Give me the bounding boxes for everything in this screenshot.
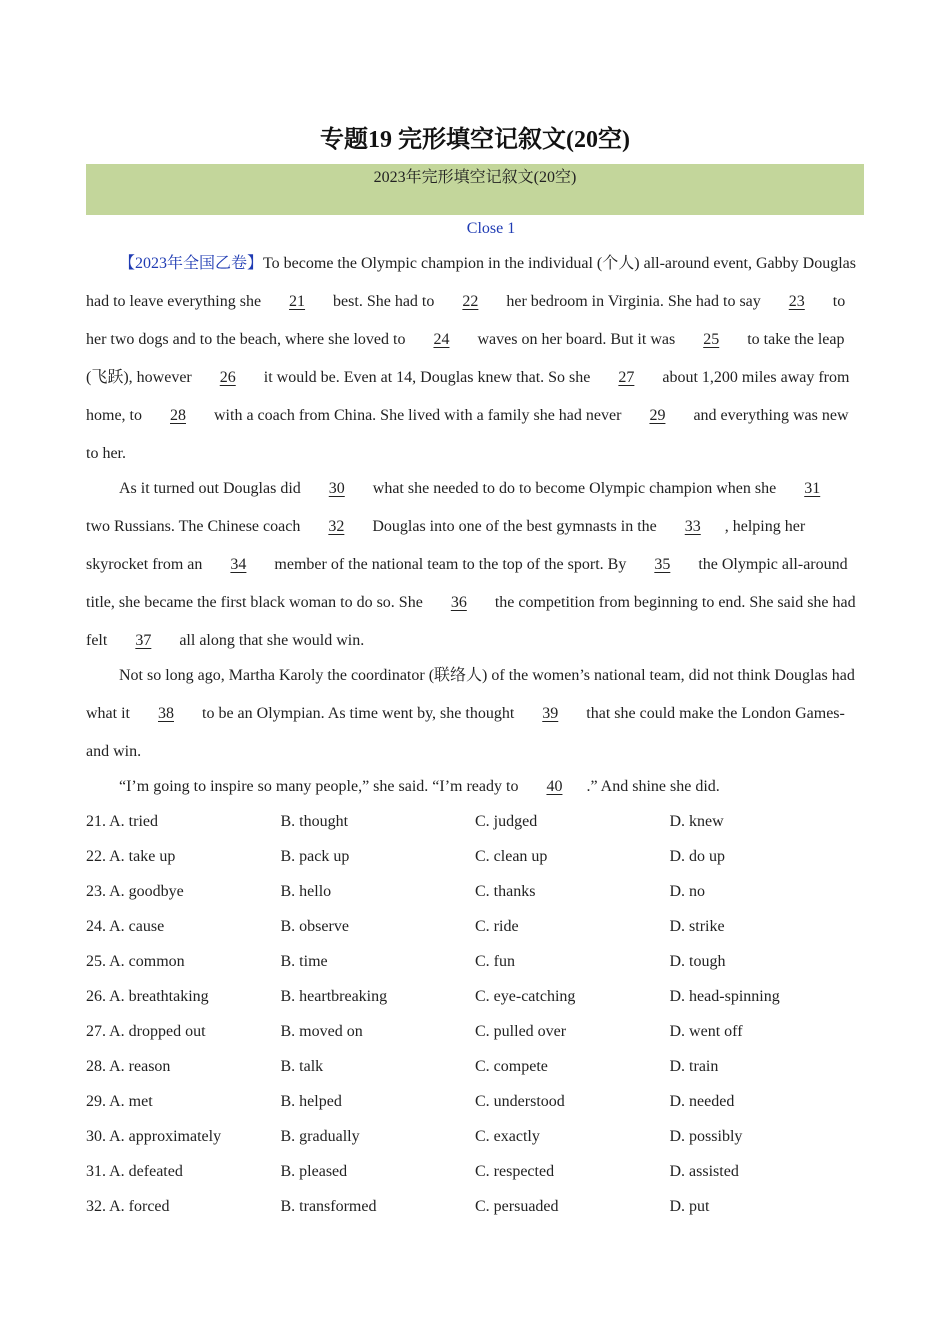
option-choice-d: D. assisted <box>669 1163 739 1180</box>
blank-35: 35 <box>654 556 671 573</box>
option-row <box>86 1162 864 1197</box>
passage-text: about 1,200 miles away from home, to <box>86 369 850 424</box>
blank-31: 31 <box>804 480 821 497</box>
option-choice-a: 26. A. breathtaking <box>86 988 209 1005</box>
option-choice-b: B. heartbreaking <box>280 988 388 1005</box>
blank-37: 37 <box>135 632 152 649</box>
passage-paragraph-4 <box>86 768 864 806</box>
option-row <box>86 1197 864 1232</box>
option-choice-d: D. put <box>669 1198 710 1215</box>
passage-paragraph-3 <box>86 657 864 771</box>
blank-38: 38 <box>158 705 174 722</box>
option-choice-d: D. no <box>669 883 706 900</box>
option-choice-a: 23. A. goodbye <box>86 883 184 900</box>
option-row <box>86 917 864 952</box>
passage-text: waves on her board. But it was <box>473 331 680 348</box>
passage-text: , helping her skyrocket from an <box>86 518 806 573</box>
option-row <box>86 1127 864 1162</box>
option-choice-d: D. possibly <box>669 1128 743 1145</box>
passage-text: and everything was new to her. <box>86 407 849 462</box>
passage-text: Not so long ago, Martha Karoly the coordinator (联络人) of the women’s national team, did not think Douglas had what it <box>86 667 855 722</box>
option-choice-d: D. train <box>669 1058 719 1075</box>
option-row <box>86 882 864 917</box>
option-choice-a: 29. A. met <box>86 1093 153 1110</box>
passage-text: what she needed to do to become Olympic champion when she <box>368 480 781 497</box>
option-row <box>86 987 864 1022</box>
passage-text: to her two dogs and to the beach, where she loved to <box>86 293 846 348</box>
passage-text: To become the Olympic champion in the individual (个人) all-around event, Gabby Douglas had to leave everything she <box>86 255 856 310</box>
option-choice-b: B. transformed <box>280 1198 377 1215</box>
option-choice-b: B. gradually <box>280 1128 360 1145</box>
blank-33: 33 <box>684 518 701 535</box>
option-choice-c: C. persuaded <box>475 1198 559 1215</box>
option-choice-c: C. understood <box>475 1093 565 1110</box>
option-choice-a: 32. A. forced <box>86 1198 170 1215</box>
option-choice-d: D. strike <box>669 918 725 935</box>
passage-text: Douglas into one of the best gymnasts in the <box>368 518 661 535</box>
option-choice-b: B. talk <box>280 1058 324 1075</box>
option-choice-c: C. fun <box>475 953 515 970</box>
option-choice-b: B. hello <box>280 883 332 900</box>
passage-text: all along that she would win. <box>175 632 365 649</box>
blank-34: 34 <box>230 556 247 573</box>
close-heading: Close 1 <box>466 220 516 237</box>
passage <box>86 245 864 806</box>
passage-text: to be an Olympian. As time went by, she thought <box>198 705 519 722</box>
passage-text: best. She had to <box>329 293 439 310</box>
option-choice-c: C. ride <box>475 918 519 935</box>
passage-text: two Russians. The Chinese coach <box>86 518 305 535</box>
option-row <box>86 1022 864 1057</box>
option-choice-a: 22. A. take up <box>86 848 176 865</box>
passage-text: that she could make the London Games-and win. <box>86 705 845 760</box>
option-choice-a: 21. A. tried <box>86 813 158 830</box>
option-choice-c: C. exactly <box>475 1128 540 1145</box>
option-choice-a: 31. A. defeated <box>86 1163 183 1180</box>
blank-30: 30 <box>328 480 345 497</box>
blank-25: 25 <box>703 331 720 348</box>
passage-text: her bedroom in Virginia. She had to say <box>502 293 765 310</box>
option-choice-d: D. went off <box>669 1023 743 1040</box>
blank-26: 26 <box>219 369 236 386</box>
answer-options <box>86 812 864 1232</box>
option-choice-c: C. eye-catching <box>475 988 576 1005</box>
page-title: 专题19 完形填空记叙文(20空) <box>320 127 630 153</box>
passage-paragraph-1 <box>86 245 864 473</box>
option-choice-b: B. time <box>280 953 328 970</box>
option-row <box>86 847 864 882</box>
option-choice-d: D. tough <box>669 953 726 970</box>
blank-24: 24 <box>433 331 450 348</box>
option-choice-c: C. clean up <box>475 848 548 865</box>
passage-text: As it turned out Douglas did <box>119 480 305 497</box>
blank-23: 23 <box>788 293 805 310</box>
blank-27: 27 <box>618 369 635 386</box>
blank-29: 29 <box>649 407 666 424</box>
source-tag: 【2023年全国乙卷】 <box>119 255 264 272</box>
option-choice-b: B. pleased <box>280 1163 348 1180</box>
option-choice-d: D. do up <box>669 848 726 865</box>
option-choice-a: 25. A. common <box>86 953 185 970</box>
option-choice-b: B. observe <box>280 918 349 935</box>
option-choice-c: C. compete <box>475 1058 548 1075</box>
option-choice-c: C. pulled over <box>475 1023 567 1040</box>
section-banner-title: 2023年完形填空记叙文(20空) <box>373 169 577 186</box>
passage-text: with a coach from China. She lived with a family she had never <box>210 407 626 424</box>
option-choice-a: 24. A. cause <box>86 918 165 935</box>
option-choice-d: D. needed <box>669 1093 735 1110</box>
passage-text: the competition from beginning to end. She said she had felt <box>86 594 856 649</box>
blank-36: 36 <box>450 594 467 611</box>
option-choice-b: B. moved on <box>280 1023 363 1040</box>
option-choice-c: C. thanks <box>475 883 536 900</box>
option-row <box>86 1057 864 1092</box>
option-choice-d: D. head-spinning <box>669 988 780 1005</box>
option-choice-c: C. judged <box>475 813 538 830</box>
option-row <box>86 812 864 847</box>
option-choice-b: B. pack up <box>280 848 350 865</box>
blank-32: 32 <box>328 518 345 535</box>
option-choice-b: B. thought <box>280 813 349 830</box>
blank-40: 40 <box>546 778 563 795</box>
passage-text: .” And shine she did. <box>586 778 720 795</box>
option-choice-d: D. knew <box>669 813 724 830</box>
blank-22: 22 <box>462 293 479 310</box>
option-row <box>86 1092 864 1127</box>
passage-text: to take the leap (飞跃), however <box>86 331 845 386</box>
option-choice-b: B. helped <box>280 1093 342 1110</box>
option-choice-c: C. respected <box>475 1163 555 1180</box>
passage-text: it would be. Even at 14, Douglas knew that. So she <box>259 369 595 386</box>
passage-text: the Olympic all-around title, she became the first black woman to do so. She <box>86 556 848 611</box>
option-choice-a: 28. A. reason <box>86 1058 171 1075</box>
option-row <box>86 952 864 987</box>
blank-39: 39 <box>542 705 559 722</box>
option-choice-a: 30. A. approximately <box>86 1128 222 1145</box>
blank-28: 28 <box>170 407 186 424</box>
option-choice-a: 27. A. dropped out <box>86 1023 206 1040</box>
passage-text: “I’m going to inspire so many people,” she said. “I’m ready to <box>119 778 523 795</box>
passage-paragraph-2 <box>86 470 864 660</box>
blank-21: 21 <box>289 293 306 310</box>
passage-text: member of the national team to the top of the sport. By <box>270 556 631 573</box>
